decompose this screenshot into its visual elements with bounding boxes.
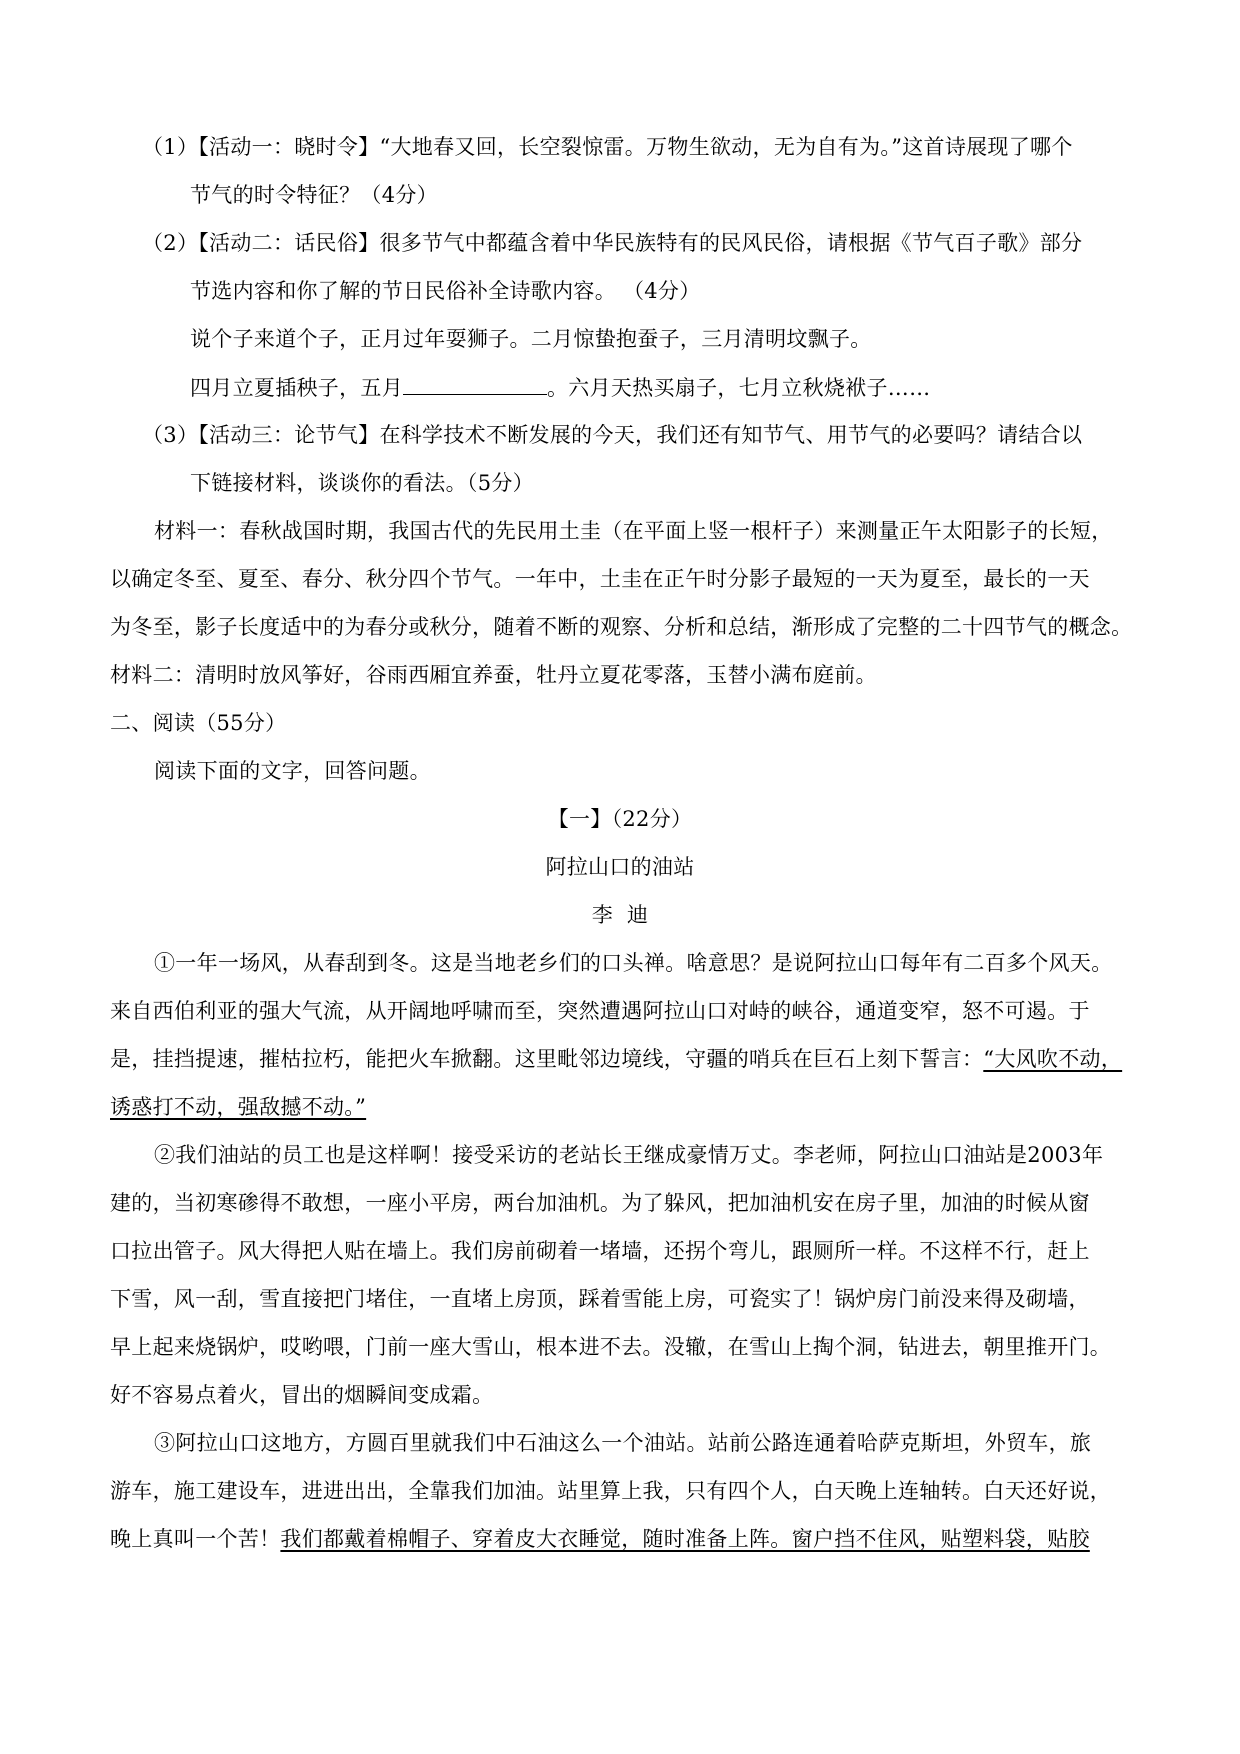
article-title: 阿拉山口的油站: [545, 855, 695, 879]
p3-line3-plain: 晚上真叫一个苦！: [110, 1527, 281, 1551]
section2-instruction: 阅读下面的文字，回答问题。: [154, 759, 431, 783]
q1-line1: （1）【活动一：晓时令】“大地春又回，长空裂惊雷。万物生欲动，无为自有为。”这首诗展现了哪个: [142, 135, 1073, 159]
p2-line1: ②我们油站的员工也是这样啊！接受采访的老站长王继成豪情万丈。李老师，阿拉山口油站是2003年: [154, 1143, 1104, 1167]
material1-line2: 以确定冬至、夏至、春分、秋分四个节气。一年中，土圭在正午时分影子最短的一天为夏至，最长的一天: [110, 567, 1090, 591]
poem-line2-before: 四月立夏插秧子，五月: [190, 376, 403, 400]
answer-blank[interactable]: [403, 372, 547, 395]
p2-line6: 好不容易点着火，冒出的烟瞬间变成霜。: [110, 1383, 494, 1407]
p1-line3: [110, 1044, 1122, 1074]
p2-line2: 建的，当初寒碜得不敢想，一座小平房，两台加油机。为了躲风，把加油机安在房子里，加油的时候从窗: [110, 1191, 1090, 1215]
p3-line3-underlined: 我们都戴着棉帽子、穿着皮大衣睡觉，随时准备上阵。窗户挡不住风，贴塑料袋，贴胶: [280, 1527, 1090, 1551]
p3-line3: [110, 1524, 1090, 1554]
q2-poem-line1: 说个子来道个子，正月过年耍狮子。二月惊蛰抱蚕子，三月清明坟飘子。: [190, 327, 872, 351]
p2-line4: 下雪，风一刮，雪直接把门堵住，一直堵上房顶，踩着雪能上房，可瓷实了！锅炉房门前没来得及砌墙，: [110, 1287, 1090, 1311]
p3-line1: ③阿拉山口这地方，方圆百里就我们中石油这么一个油站。站前公路连通着哈萨克斯坦，外贸车，旅: [154, 1431, 1092, 1455]
section2-heading: 二、阅读（55分）: [110, 711, 287, 735]
q2-line1: （2）【活动二：话民俗】很多节气中都蕴含着中华民族特有的民风民俗，请根据《节气百子歌》部分: [142, 231, 1083, 255]
p1-line4-underlined: 诱惑打不动，强敌撼不动。”: [110, 1095, 367, 1119]
article-author: 李 迪: [591, 903, 649, 927]
p3-line2: 游车，施工建设车，进进出出，全靠我们加油。站里算上我，只有四个人，白天晚上连轴转。白天还好说，: [110, 1479, 1112, 1503]
q2-line2: 节选内容和你了解的节日民俗补全诗歌内容。 （4分）: [190, 279, 701, 303]
p1-line3-underlined: “大风吹不动，: [983, 1047, 1123, 1071]
q3-line2: 下链接材料，谈谈你的看法。（5分）: [190, 471, 534, 495]
material1-line1: 材料一：春秋战国时期，我国古代的先民用土圭（在平面上竖一根杆子）来测量正午太阳影子的长短，: [154, 519, 1113, 543]
p1-line1: ①一年一场风，从春刮到冬。这是当地老乡们的口头禅。啥意思？是说阿拉山口每年有二百多个风天。: [154, 951, 1113, 975]
p1-line2: 来自西伯利亚的强大气流，从开阔地呼啸而至，突然遭遇阿拉山口对峙的峡谷，通道变窄，怒不可遏。于: [110, 999, 1090, 1023]
material1-line3: 为冬至，影子长度适中的为春分或秋分，随着不断的观察、分析和总结，渐形成了完整的二十四节气的概念。: [110, 615, 1133, 639]
part1-label: 【一】（22分）: [547, 807, 693, 831]
material2: 材料二：清明时放风筝好，谷雨西厢宜养蚕，牡丹立夏花零落，玉替小满布庭前。: [110, 663, 877, 687]
p1-line3-plain: 是，挂挡提速，摧枯拉朽，能把火车掀翻。这里毗邻边境线，守疆的哨兵在巨石上刻下誓言：: [110, 1047, 984, 1071]
q2-poem-line2: [190, 372, 930, 403]
poem-line2-after: 。六月天热买扇子，七月立秋烧袱子……: [547, 376, 931, 400]
p2-line3: 口拉出管子。风大得把人贴在墙上。我们房前砌着一堵墙，还拐个弯儿，跟厕所一样。不这样不行，赶上: [110, 1239, 1090, 1263]
p2-line5: 早上起来烧锅炉，哎哟喂，门前一座大雪山，根本进不去。没辙，在雪山上掏个洞，钻进去，朝里推开门。: [110, 1335, 1112, 1359]
q3-line1: （3）【活动三：论节气】在科学技术不断发展的今天，我们还有知节气、用节气的必要吗？请结合以: [142, 423, 1083, 447]
q1-line2: 节气的时令特征？（4分）: [190, 183, 438, 207]
